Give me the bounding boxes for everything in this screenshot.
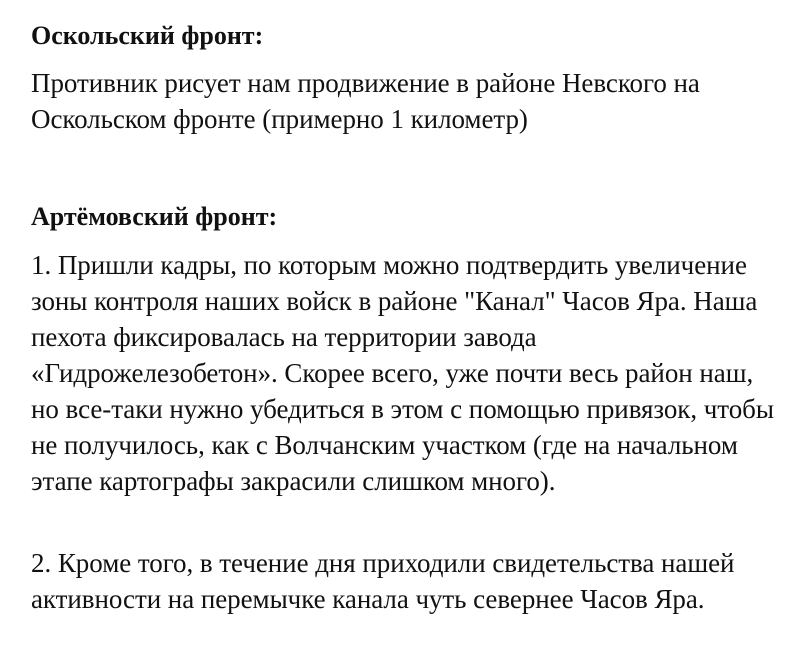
paragraph-oskol-front: Противник рисует нам продвижение в районе Невского на Оскольском фронте (примерно 1 километр) xyxy=(31,68,700,134)
section-heading-artemovsk-front: Артёмовский фронт: xyxy=(31,202,278,231)
paragraph-artemovsk-item-1: 1. Пришли кадры, по которым можно подтвердить увеличение зоны контроля наших войск в районе "Канал" Часов Яра. Наша пехота фиксировалась на территории завода «Гидрожелезобетон». Скорее всего, уже почти весь район наш, но все-таки нужно убедиться в этом с помощью привязок, чтобы не получилось, как с Волчанским участком (где на начальном этапе картографы закрасили слишком много). xyxy=(31,250,774,496)
paragraph-artemovsk-item-2: 2. Кроме того, в течение дня приходили свидетельства нашей активности на перемычке канала чуть севернее Часов Яра. xyxy=(31,548,735,614)
section-heading-oskol-front: Оскольский фронт: xyxy=(31,21,264,50)
